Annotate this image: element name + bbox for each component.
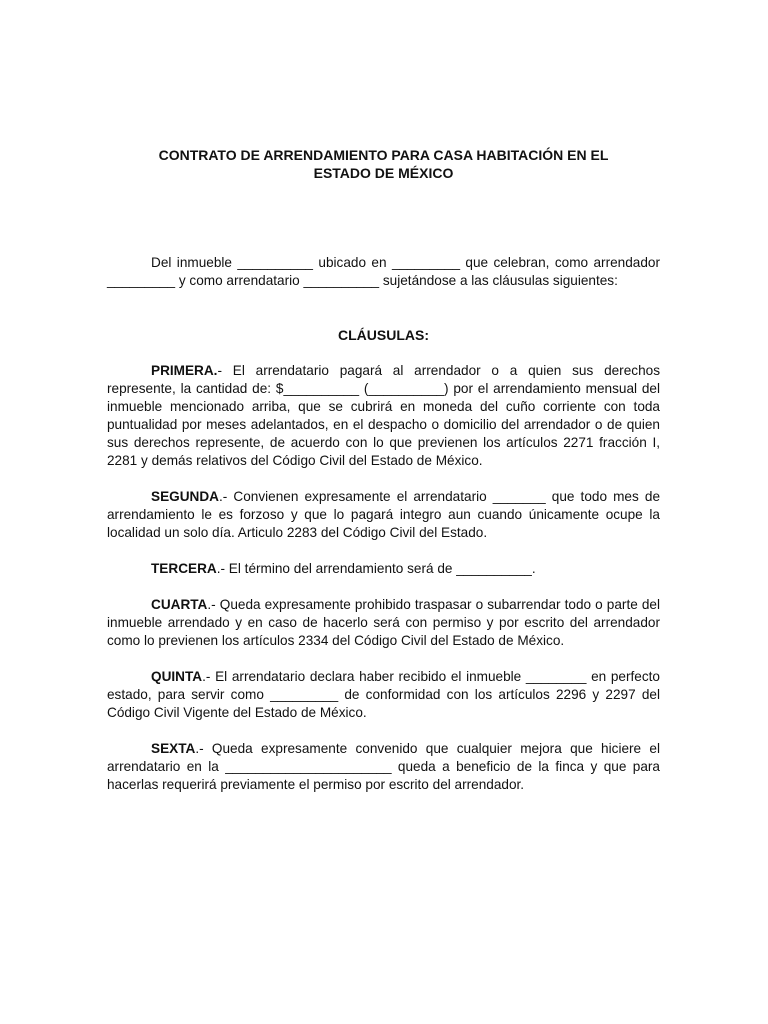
clause-cuarta <box>107 596 660 650</box>
clause-name: SEXTA <box>151 741 196 756</box>
clause-name: TERCERA <box>151 561 217 576</box>
intro-paragraph: Del inmueble __________ ubicado en _________ que celebran, como arrendador _________ y como arrendatario __________ sujetándose a las cláusulas siguientes: <box>107 255 660 288</box>
document-title <box>107 146 660 182</box>
clause-sexta <box>107 740 660 794</box>
clause-text: .- Convienen expresamente el arrendatario _______ que todo mes de arrendamiento le es forzoso y que lo pagará integro aun cuando únicamente ocupe la localidad un solo día. Articulo 2283 del Código Civil del Estado. <box>107 489 660 540</box>
clause-quinta <box>107 668 660 722</box>
clause-name: SEGUNDA <box>151 489 219 504</box>
clause-primera <box>107 362 660 470</box>
document-page <box>107 146 660 794</box>
clause-name: PRIMERA. <box>151 363 218 378</box>
clause-tercera <box>107 560 660 578</box>
clause-text: .- Queda expresamente prohibido traspasar o subarrendar todo o parte del inmueble arrendado y en caso de hacerlo será con permiso y por escrito del arrendador como lo previenen los artículos 2334 del Código Civil del Estado de México. <box>107 597 660 648</box>
clause-name: QUINTA <box>151 669 203 684</box>
clause-text: - El arrendatario pagará al arrendador o a quien sus derechos represente, la cantidad de: $__________ (__________) por el arrendamiento mensual del inmueble mencionado arriba, que se cubrirá en moneda del cuño corriente con toda puntualidad por meses adelantados, en el despacho o domicilio del arrendador o de quien sus derechos represente, de acuerdo con lo que previenen los artículos 2271 fracción I, 2281 y demás relativos del Código Civil del Estado de México. <box>107 363 660 468</box>
clause-text: .- El arrendatario declara haber recibido el inmueble ________ en perfecto estado, para servir como _________ de conformidad con los artículos 2296 y 2297 del Código Civil Vigente del Estado de México. <box>107 669 660 720</box>
clauses-list <box>107 362 660 794</box>
clause-text: .- El término del arrendamiento será de __________. <box>216 561 536 576</box>
clause-text: .- Queda expresamente convenido que cualquier mejora que hiciere el arrendatario en la ______________________ queda a beneficio de la finca y que para hacerlas requerirá previamente el permiso por escrito del arrendador. <box>107 741 660 792</box>
clause-segunda <box>107 488 660 542</box>
title-line-1: CONTRATO DE ARRENDAMIENTO PARA CASA HABITACIÓN EN EL <box>158 147 609 163</box>
clauses-heading: CLÁUSULAS: <box>338 327 429 343</box>
title-line-2: ESTADO DE MÉXICO <box>313 165 454 181</box>
clause-name: CUARTA <box>151 597 208 612</box>
